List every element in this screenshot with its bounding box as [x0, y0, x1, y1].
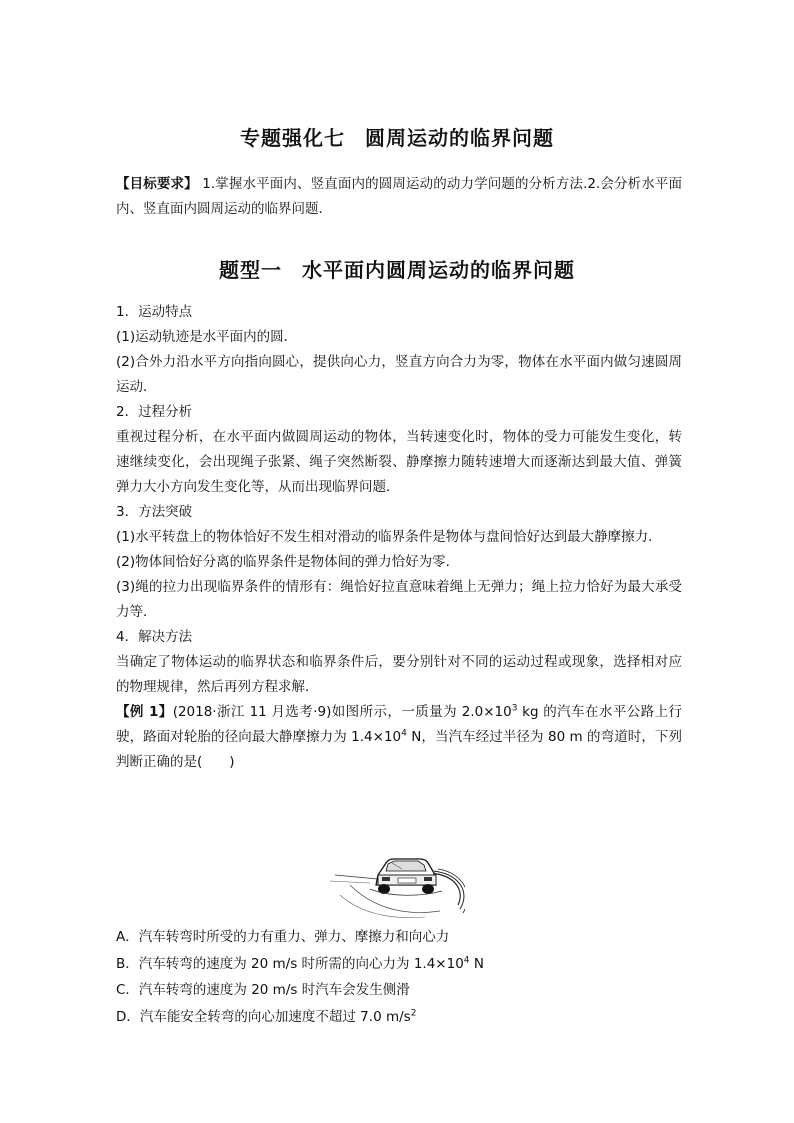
- option-b-exp: 4: [463, 955, 470, 965]
- section-title-sub: 水平面内圆周运动的临界问题: [302, 258, 575, 282]
- goal-paragraph: [116, 172, 682, 222]
- example-text-1: (2018·浙江 11 月选考·9)如图所示，一质量为 2.0×10: [172, 704, 512, 720]
- heading-solution: 4．解决方法: [116, 629, 193, 645]
- body-text: [116, 300, 682, 775]
- option-d-text: D．汽车能安全转弯的向心加速度不超过 7.0 m/s: [116, 1008, 411, 1025]
- paragraph-1b: (2)合外力沿水平方向指向圆心，提供向心力，竖直方向合力为零，物体在水平面内做匀速圆周运动．: [116, 354, 682, 395]
- section-title: [0, 254, 794, 283]
- title-main: 专题强化七: [240, 126, 345, 150]
- heading-process-analysis: 2．过程分析: [116, 404, 193, 420]
- option-a: A．汽车转弯时所受的力有重力、弹力、摩擦力和向心力: [116, 929, 450, 945]
- paragraph-3a: (1)水平转盘上的物体恰好不发生相对滑动的临界条件是物体与盘间恰好达到最大静摩擦力．: [116, 529, 662, 545]
- option-d-exp: 2: [410, 1008, 417, 1018]
- section-title-main: 题型一: [219, 258, 282, 282]
- example-exp-1: 3: [511, 703, 518, 714]
- title-sub: 圆周运动的临界问题: [365, 126, 554, 150]
- option-c: C．汽车转弯的速度为 20 m/s 时汽车会发生侧滑: [116, 982, 410, 998]
- paragraph-4: 当确定了物体运动的临界状态和临界条件后，要分别针对不同的运动过程或现象，选择相对应的物理规律，然后再列方程求解．: [116, 654, 682, 695]
- heading-method: 3．方法突破: [116, 504, 193, 520]
- page-title: [0, 122, 794, 151]
- answer-options: [116, 924, 682, 1030]
- paragraph-3c: (3)绳的拉力出现临界条件的情形有：绳恰好拉直意味着绳上无弹力；绳上拉力恰好为最大承受力等．: [116, 579, 682, 620]
- option-d: [116, 1004, 682, 1031]
- heading-motion-features: 1．运动特点: [116, 304, 193, 320]
- example-text-3: N，当汽车经过半径为 80 m 的弯道时，下列判断正确的是( ): [116, 729, 683, 770]
- example-exp-2: 4: [401, 728, 407, 739]
- goal-label: 【目标要求】: [116, 176, 198, 192]
- car-turning-figure: [330, 845, 465, 920]
- paragraph-2: 重视过程分析，在水平面内做圆周运动的物体，当转速变化时，物体的受力可能发生变化，转速继续变化，会出现绳子张紧、绳子突然断裂、静摩擦力随转速增大而逐渐达到最大值、弹簧弹力大小方向发生变化等，从而出现临界问题．: [116, 429, 682, 495]
- goal-text: 1.掌握水平面内、竖直面内的圆周运动的动力学问题的分析方法.2.会分析水平面内、竖直面内圆周运动的临界问题．: [116, 176, 683, 217]
- option-b: [116, 951, 682, 978]
- paragraph-3b: (2)物体间恰好分离的临界条件是物体间的弹力恰好为零．: [116, 554, 460, 570]
- example-1: [116, 700, 682, 775]
- option-b-text: B．汽车转弯的速度为 20 m/s 时所需的向心力为 1.4×10: [116, 955, 464, 972]
- example-label: 【例 1】: [116, 704, 173, 720]
- option-b-unit: N: [469, 955, 484, 972]
- example-text-2: kg 的汽车在水平公路上行驶，路面对轮胎的径向最大静摩擦力为 1.4×10: [116, 704, 682, 745]
- paragraph-1a: (1)运动轨迹是水平面内的圆．: [116, 329, 298, 345]
